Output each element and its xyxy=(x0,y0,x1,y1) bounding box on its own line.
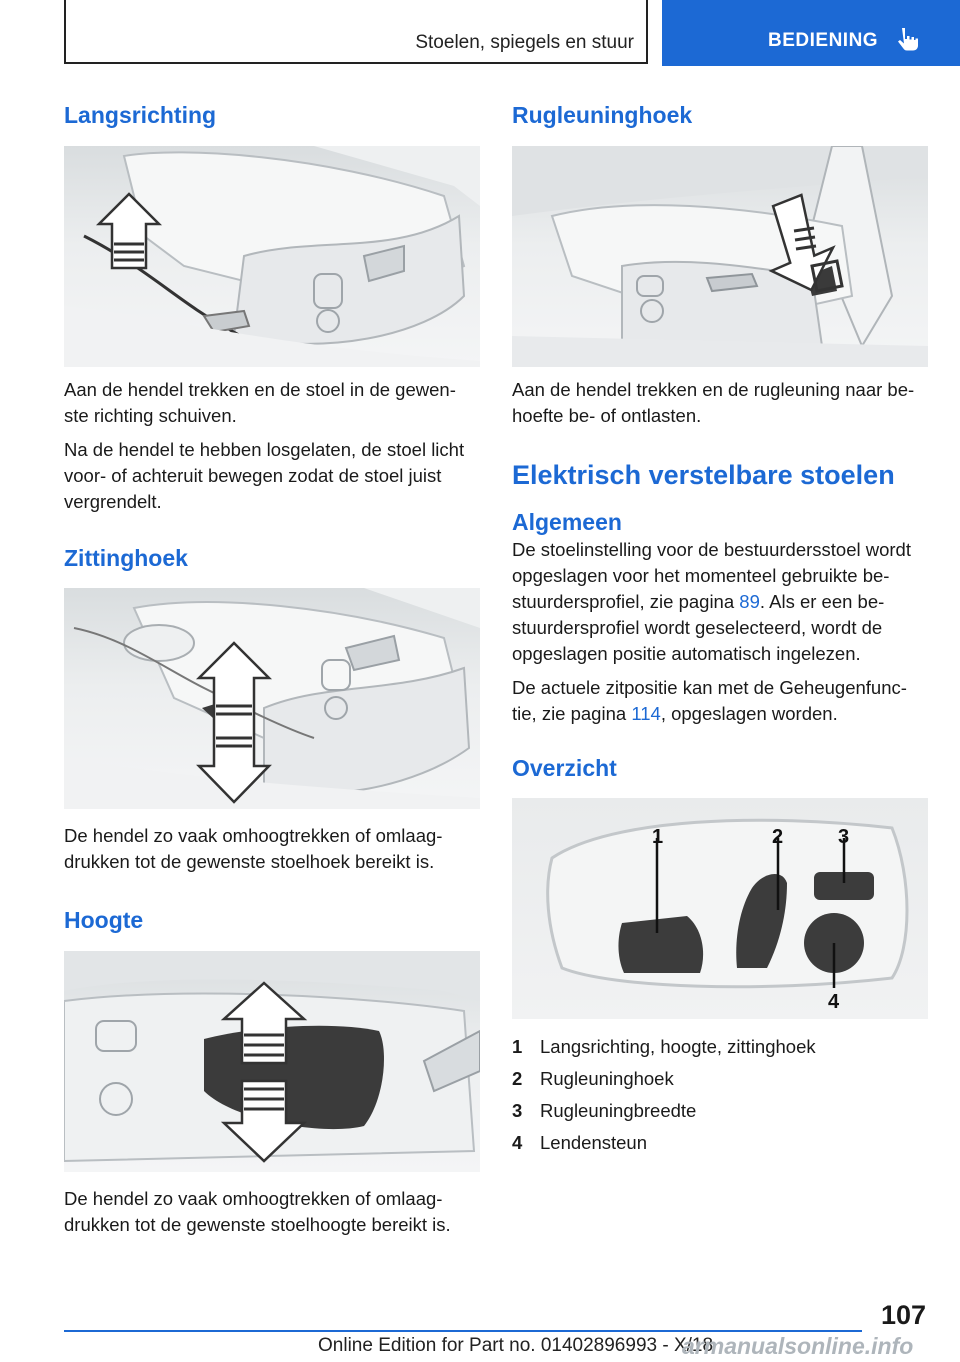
paragraph-rugleuninghoek: Aan de hendel trekken en de rugleuning naar be-hoefte be- of ontlasten. xyxy=(512,378,915,426)
page-link-114[interactable]: 114 xyxy=(631,702,661,724)
paragraph-algemeen-2: De actuele zitpositie kan met de Geheugenfunc-tie, zie pagina 114, opgeslagen worden. xyxy=(512,676,907,724)
pointing-hand-icon xyxy=(894,26,920,52)
paragraph-hoogte: De hendel zo vaak omhoogtrekken of omlaag-drukken tot de gewenste stoelhoogte bereikt is. xyxy=(64,1187,451,1235)
section-tab[interactable] xyxy=(662,0,960,66)
seat-illustration xyxy=(64,588,480,809)
heading-algemeen: Algemeen xyxy=(512,508,622,535)
paragraph-langsrichting-2: Na de hendel te hebben losgelaten, de stoel licht voor- of achteruit bewegen zodat de stoel juist vergrendelt. xyxy=(64,438,465,512)
watermark: armanualsonline.info xyxy=(682,1333,914,1359)
legend-list xyxy=(512,1031,928,1159)
figure-zittinghoek xyxy=(64,588,480,809)
header-frame xyxy=(64,0,648,64)
chapter-title: Stoelen, spiegels en stuur xyxy=(415,32,634,53)
right-column xyxy=(512,96,928,1159)
callout-3: 3 xyxy=(838,826,850,849)
seat-controls-illustration xyxy=(512,798,928,1019)
callout-1: 1 xyxy=(652,826,664,849)
paragraph-langsrichting-1: Aan de hendel trekken en de stoel in de gewen-ste richting schuiven. xyxy=(64,378,456,426)
heading-langsrichting: Langsrichting xyxy=(64,102,217,128)
figure-langsrichting xyxy=(64,146,480,367)
legend-item: 3 Rugleuningbreedte xyxy=(512,1100,697,1122)
paragraph-algemeen-1: De stoelinstelling voor de bestuurdersstoel wordt opgeslagen voor het momenteel gebruikte be-stuurdersprofiel, zie pagina 89. Als er een be-stuurdersprofiel wordt geselecteerd, wordt de opgeslagen positie automatisch ingelezen. xyxy=(512,538,911,664)
footer-rule xyxy=(64,1330,862,1332)
legend-item: 2 Rugleuninghoek xyxy=(512,1068,674,1090)
heading-hoogte: Hoogte xyxy=(64,907,144,934)
paragraph-zittinghoek: De hendel zo vaak omhoogtrekken of omlaag-drukken tot de gewenste stoelhoek bereikt is. xyxy=(64,825,443,873)
seat-illustration xyxy=(512,146,928,367)
heading-zittinghoek: Zittinghoek xyxy=(64,544,188,571)
figure-hoogte xyxy=(64,951,480,1172)
section-tab-label: BEDIENING xyxy=(768,30,879,51)
heading-rugleuninghoek: Rugleuninghoek xyxy=(512,102,693,128)
callout-2: 2 xyxy=(772,826,784,849)
seat-illustration xyxy=(64,146,480,367)
heading-elektrisch-verstelbare-stoelen: Elektrisch verstelbare stoelen xyxy=(512,459,895,490)
seat-illustration xyxy=(64,951,480,1172)
page-link-89[interactable]: 89 xyxy=(739,590,760,612)
figure-rugleuninghoek xyxy=(512,146,928,367)
left-column xyxy=(64,96,480,1238)
heading-overzicht: Overzicht xyxy=(512,754,617,781)
page-number: 107 xyxy=(880,1300,926,1330)
callout-4: 4 xyxy=(828,991,840,1014)
figure-overzicht xyxy=(512,798,928,1019)
edition-text: Online Edition for Part no. 01402896993 - X/18 xyxy=(318,1335,714,1356)
legend-item: 1 Langsrichting, hoogte, zittinghoek xyxy=(512,1036,816,1058)
legend-item: 4 Lendensteun xyxy=(512,1132,647,1154)
